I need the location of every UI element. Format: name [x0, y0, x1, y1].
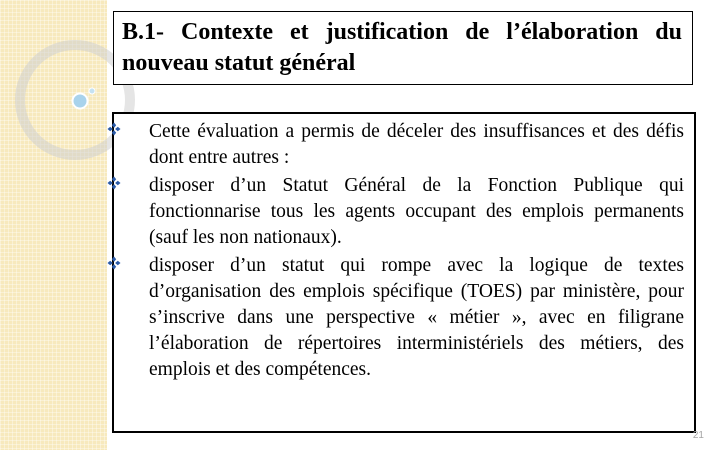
diamond-bullet-icon: [107, 256, 121, 270]
list-item: [106, 119, 684, 171]
diamond-bullet-icon: [107, 122, 121, 136]
bullet-text: disposer d’un statut qui rompe avec la logique de textes d’organisation des emplois spécifique (TOES) par ministère, pour s’inscrive dans une perspective « métier », avec en filigrane l’élaboration de répertoires interministériels des métiers, des emplois et des compétences.: [149, 255, 684, 380]
diamond-bullet-icon: [107, 176, 121, 190]
title-box: [113, 11, 693, 85]
list-item: [106, 253, 684, 383]
bullet-text: Cette évaluation a permis de déceler des insuffisances et des défis dont entre autres :: [149, 121, 684, 168]
slide-title: B.1- Contexte et justification de l’élaboration du nouveau statut général: [122, 19, 682, 76]
list-item: [106, 173, 684, 251]
bullet-list: [106, 119, 684, 385]
bullet-text: disposer d’un Statut Général de la Fonction Publique qui fonctionnarise tous les agents occupant des emplois permanents (sauf les non nationaux).: [149, 175, 684, 248]
page-number: 21: [692, 430, 704, 441]
